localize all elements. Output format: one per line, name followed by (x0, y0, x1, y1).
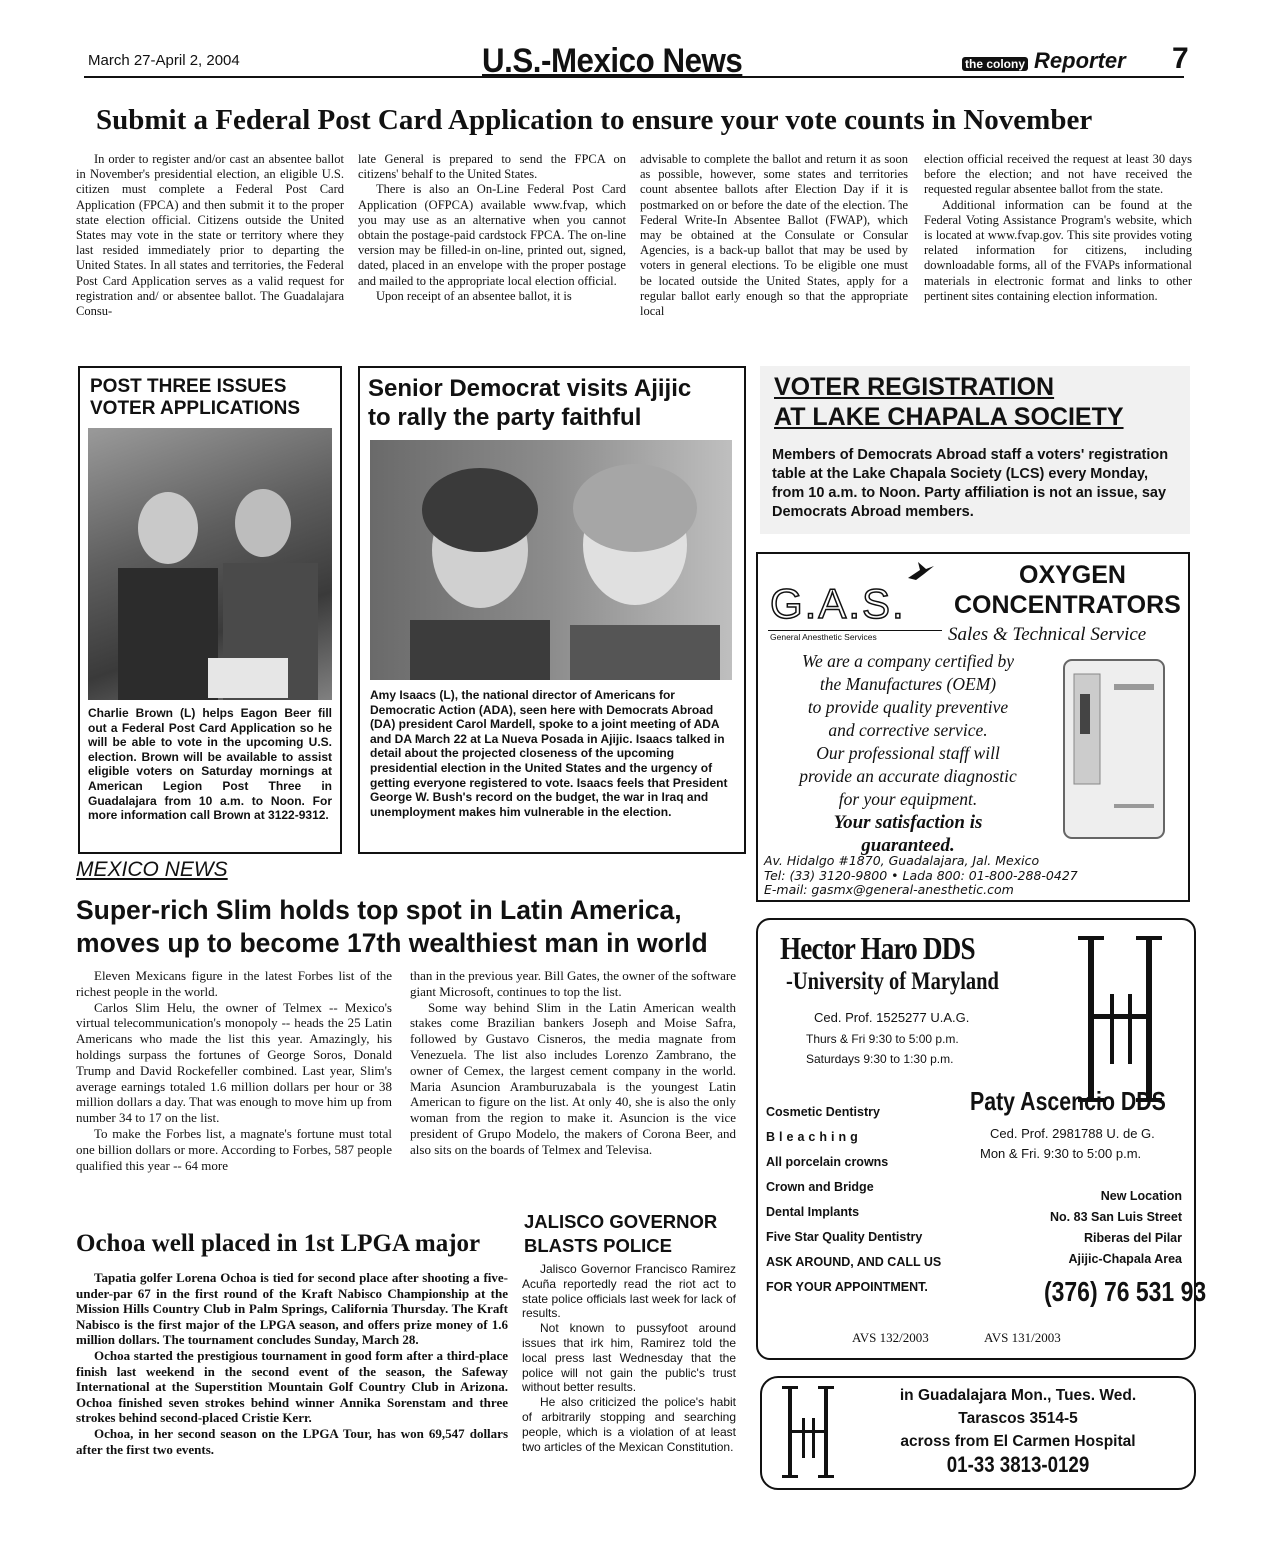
slim-paragraph: than in the previous year. Bill Gates, the owner of the software giant Microsoft, continues to top the list. (410, 968, 736, 999)
gas-body (758, 650, 1058, 857)
senior-democrat-headline (368, 374, 691, 432)
body-line: for your equipment. (838, 789, 978, 809)
paty-ced: Ced. Prof. 2981788 U. de G. (990, 1126, 1155, 1141)
hector-hours-1: Thurs & Fri 9:30 to 5:00 p.m. (806, 1032, 959, 1046)
slim-paragraph: To make the Forbes list, a magnate's fortune must total one billion dollars or more. According to Forbes, 587 people qualified this year -- 64 more (76, 1125, 392, 1173)
ad-line: in Guadalajara Mon., Tues. Wed. (899, 1387, 1137, 1404)
avs-2: AVS 131/2003 (984, 1330, 1061, 1345)
page-number: 7 (1172, 42, 1189, 75)
logo-rule (768, 630, 942, 631)
gas-tagline: Sales & Technical Service (948, 624, 1147, 645)
fpca-paragraph: Upon receipt of an absentee ballot, it is (376, 288, 572, 303)
ad-line: across from El Carmen Hospital (900, 1433, 1136, 1450)
service-item: FOR YOUR APPOINTMENT. (766, 1280, 928, 1294)
satisfaction-line: guaranteed. (861, 835, 955, 856)
ochoa-headline: Ochoa well placed in 1st LPGA major (76, 1230, 481, 1257)
service-item: Crown and Bridge (766, 1180, 874, 1194)
headline-line: to rally the party faithful (368, 404, 642, 431)
service-item: Dental Implants (766, 1205, 860, 1219)
post-three-title-line: VOTER APPLICATIONS (90, 398, 301, 419)
bird-icon (906, 560, 936, 587)
fpca-paragraph: In order to register and/or cast an absentee ballot in November's presidential election, an eligible U.S. citizen must complete a Federal Post Card Application (FPCA) and then submit it to the proper state election official. Citizens outside the United States may vote in the state or territory where they last resided immediately prior to departing the United States. In all states and territories, the Federal Post Card Application serves as a valid request for registration and/ or absentee ballot. The Guadalajara Consu- (76, 152, 344, 319)
hector-services (766, 1100, 941, 1300)
service-item: Five Star Quality Dentistry (766, 1230, 923, 1244)
gas-title (954, 560, 1181, 620)
service-item: All porcelain crowns (766, 1155, 889, 1169)
fpca-column-1 (76, 152, 344, 319)
body-line: Our professional staff will (816, 743, 1000, 763)
post-three-box (78, 366, 342, 854)
fpca-column-4 (924, 152, 1192, 304)
new-location-label: New Location (1100, 1189, 1182, 1203)
address-line: Ajijic-Chapala Area (1068, 1252, 1182, 1266)
slim-column-1 (76, 968, 392, 1173)
address-line: Riberas del Pilar (1084, 1231, 1182, 1245)
body-line: We are a company certified by (801, 651, 1015, 671)
hector-haro-ad (756, 918, 1207, 1360)
section-title: U.S.-Mexico News (482, 42, 743, 80)
body-line: the Manufactures (OEM) (819, 674, 997, 694)
title-line: CONCENTRATORS (954, 591, 1181, 619)
voter-registration-body: Members of Democrats Abroad staff a voters' registration table at the Lake Chapala Society (LCS) every Monday, from 10 a.m. to Noon. Party affiliation is not an issue, say Democrats Abroad members. (772, 447, 1169, 520)
header-rule (84, 76, 1184, 78)
avs-1: AVS 132/2003 (852, 1330, 929, 1345)
hector-ced: Ced. Prof. 1525277 U.A.G. (814, 1010, 970, 1025)
post-three-caption: Charlie Brown (L) helps Eagon Beer fill out a Federal Post Card Application so he will be able to vote in the upcoming U.S. election. Brown will be available to assist eligible voters on Saturday mornings at American Legion Post Three in Guadalajara from 10 a.m. to Noon. For more information call Brown at 3122-9312. (88, 706, 332, 823)
headline-line: BLASTS POLICE (524, 1235, 673, 1256)
hh-monogram-logo (780, 1384, 840, 1485)
gas-tel: Tel: (33) 3120-9800 • Lada 800: 01-800-288-0427 (764, 867, 1078, 883)
oxygen-concentrator-image (1058, 654, 1170, 844)
voter-registration-box (760, 366, 1190, 534)
jalisco-body (522, 1262, 736, 1454)
ochoa-body (76, 1270, 508, 1457)
title-line: AT LAKE CHAPALA SOCIETY (774, 403, 1124, 431)
ochoa-paragraph: Ochoa started the prestigious tournament in good form after a third-place finish last weekend in the second event of the season, the Safeway International at the Superstition Mountain Golf Country Club in Arizona. Ochoa finished seven strokes behind winner Annika Sorenstam and three strokes behind second-placed Cristie Kerr. (76, 1347, 508, 1426)
headline-line: Senior Democrat visits Ajijic (368, 375, 692, 402)
gas-logo: G.A.S. (770, 580, 906, 627)
ad-line: Tarascos 3514-5 (958, 1410, 1078, 1427)
gas-ad (756, 552, 1190, 902)
title-line: VOTER REGISTRATION (774, 373, 1055, 401)
fpca-column-2 (358, 152, 626, 304)
body-line: to provide quality preventive (807, 697, 1009, 717)
hh-monogram-logo (1076, 934, 1176, 1109)
hector-hours-2: Saturdays 9:30 to 1:30 p.m. (806, 1052, 954, 1066)
senior-democrat-box (358, 366, 746, 854)
guadalajara-ad (760, 1376, 1196, 1490)
paty-hours: Mon & Fri. 9:30 to 5:00 p.m. (980, 1146, 1142, 1161)
brand-name: Reporter (1034, 48, 1126, 73)
paty-name: Paty Ascencio DDS (970, 1086, 1166, 1116)
ochoa-paragraph: Tapatia golfer Lorena Ochoa is tied for second place after shooting a five-under-par 67 in the first round of the Kraft Nabisco Championship at the Mission Hills Country Club in Palm Springs, California Thursday. The Kraft Nabisco is the first major of the LPGA season, and offers prize money of 1.6 million dollars. The tournament concludes Sunday, March 28. (76, 1270, 508, 1348)
post-three-title (90, 376, 300, 420)
gas-email: E-mail: gasmx@general-anesthetic.com (764, 882, 1014, 897)
headline-line: Super-rich Slim holds top spot in Latin America, (76, 895, 682, 925)
address-line: No. 83 San Luis Street (1050, 1210, 1182, 1224)
fpca-paragraph: Additional information can be found at the Federal Voting Assistance Program's website, which is located at www.fvap.gov. This site provides voting related information for citizens, including downloadable forms, all of the FVAPs informational materials in electronic format and links to other pertinent sites containing election information. (924, 197, 1192, 303)
slim-kicker: MEXICO NEWS (76, 858, 228, 881)
fpca-paragraph: advisable to complete the ballot and return it as soon as possible, however, some states and territories count absentee ballots after Election Day if it is postmarked on or before the date of the election. The Federal Write-In Absentee Ballot (FWAP), which may be obtained at the Consulate or Consular Agencies, is a back-up ballot that may be used by voters in general elections. To be eligible one must be located outside the United States, apply for a regular ballot early enough so that the appropriate local (640, 152, 908, 319)
fpca-paragraph: election official received the request at least 30 days before the election; and not have received the requested regular absentee ballot from the state. (924, 152, 1192, 197)
slim-headline (76, 894, 708, 960)
jalisco-paragraph: He also criticized the police's habit of arbitrarily stopping and searching people, which is a violation of at least two articles of the Mexican Constitution. (522, 1395, 736, 1454)
hector-name: Hector Haro DDS (780, 930, 975, 966)
jalisco-headline (524, 1210, 717, 1258)
service-item: Cosmetic Dentistry (766, 1105, 880, 1119)
service-item: Bleaching (766, 1130, 862, 1144)
photo-figures-illustration (88, 428, 332, 700)
jalisco-paragraph: Jalisco Governor Francisco Ramirez Acuña reportedly read the riot act to state police officials last week for lack of results. (522, 1262, 736, 1321)
senior-democrat-photo (370, 440, 732, 680)
post-three-title-line: POST THREE ISSUES (90, 376, 287, 397)
guadalajara-ad-text (850, 1384, 1186, 1476)
masthead-logo (962, 48, 1162, 78)
gas-address: Av. Hidalgo #1870, Guadalajara, Jal. Mexico (764, 853, 1040, 868)
gas-contact (764, 854, 1078, 898)
brand-small: the colony (962, 57, 1028, 71)
issue-date: March 27-April 2, 2004 (88, 52, 240, 69)
slim-paragraph: Carlos Slim Helu, the owner of Telmex -- Mexico's virtual telecommunication's monopoly -- heads the 25 Latin Americans who made the list this year. Amazingly, his holdings surpass the fortunes of George Soros, Donald Trump and David Rockefeller combined. Last year, Slim's average earnings totaled 1.6 million dollars per hour or 38 million dollars a day. That was enough to move him up from number 34 to 17 on the list. (76, 999, 392, 1126)
body-line: provide an accurate diagnostic (799, 766, 1017, 786)
service-item: ASK AROUND, AND CALL US (766, 1255, 942, 1269)
fpca-paragraph: There is also an On-Line Federal Post Card Application (OFPCA) available www.fvap, which you may use as an alternative when you cannot obtain the postage-paid cardstock FPCA. The on-line version may be filled-in on-line, printed out, signed, dated, placed in an envelope with the proper postage and mailed to the appropriate local election official. (358, 182, 626, 288)
fpca-headline: Submit a Federal Post Card Application to ensure your vote counts in November (96, 104, 1093, 136)
gas-logo-sub: General Anesthetic Services (770, 632, 877, 642)
satisfaction-line: Your satisfaction is (833, 812, 983, 833)
senior-democrat-caption: Amy Isaacs (L), the national director of Americans for Democratic Action (ADA), seen here with Democrats Abroad (DA) president Carol Mardell, spoke to a joint meeting of ADA and DA March 22 at La Nueva Posada in Ajijic. Isaacs talked in detail about the projected closeness of the upcoming presidential election in the United States and the urgency of getting everyone registered to vote. Isaacs feels that President George W. Bush's record on the budget, the war in Iraq and unemployment makes him vulnerable in the election. (370, 688, 728, 819)
title-line: OXYGEN (1019, 561, 1126, 589)
voter-registration-title (774, 372, 1124, 432)
hector-phone: (376) 76 531 93 (1044, 1276, 1207, 1307)
body-line: and corrective service. (828, 720, 988, 740)
headline-line: moves up to become 17th wealthiest man in world (76, 928, 708, 958)
slim-column-2 (410, 968, 736, 1158)
slim-paragraph: Some way behind Slim in the Latin American wealth stakes come Brazilian bankers Joseph and Moise Safra, followed by Gustavo Cisneros, the media magnate from Venezuela. The list also includes Lorenzo Zambrano, the owner of Cemex, the largest cement company in the world. Maria Asuncion Aramburuzabala is the youngest Latin American to figure on the list. At only 40, she is also the only woman from the region to make it. Asuncion is the vice president of Grupo Modelo, the makers of Corona Beer, and also sits on the boards of Telmex and Televisa. (410, 999, 736, 1157)
jalisco-paragraph: Not known to pussyfoot around issues that irk him, Ramirez told the local press last Wednesday that the police will not gain the public's trust without better results. (522, 1321, 736, 1395)
fpca-paragraph: late General is prepared to send the FPCA on citizens' behalf to the United States. (358, 152, 626, 182)
photo-figures-illustration (370, 440, 732, 680)
fpca-column-3 (640, 152, 908, 319)
post-three-photo (88, 428, 332, 700)
slim-paragraph: Eleven Mexicans figure in the latest Forbes list of the richest people in the world. (76, 968, 392, 999)
hector-location (998, 1186, 1182, 1270)
hector-school: -University of Maryland (786, 968, 999, 995)
ochoa-paragraph: Ochoa, in her second season on the LPGA Tour, has won 69,547 dollars after the first two events. (76, 1425, 508, 1457)
headline-line: JALISCO GOVERNOR (524, 1211, 718, 1232)
guadalajara-phone: 01-33 3813-0129 (946, 1452, 1090, 1477)
